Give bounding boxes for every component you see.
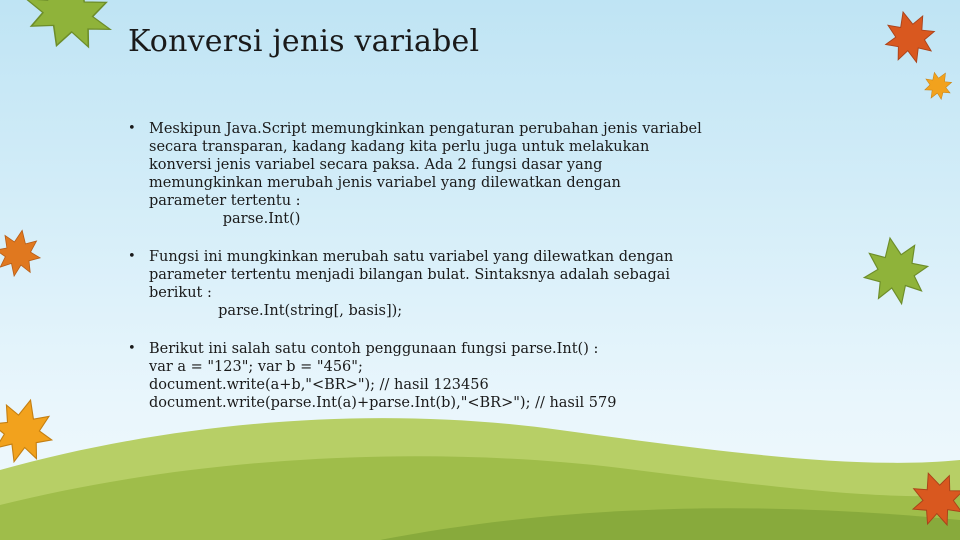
- bullet-line: document.write(a+b,"<BR>"); // hasil 123456: [149, 377, 489, 393]
- bullet-line: parameter tertentu menjadi bilangan bulat. Sintaksnya adalah sebagai: [149, 267, 671, 283]
- bullet-line: berikut :: [149, 285, 212, 301]
- bullet-dot: •: [128, 249, 136, 264]
- slide-content: [128, 120, 768, 432]
- bullet-line: parse.Int(string[, basis]);: [149, 303, 403, 319]
- bullet-line: Fungsi ini mungkinkan merubah satu variabel yang dilewatkan dengan: [149, 249, 674, 265]
- bullet-dot: •: [128, 341, 136, 356]
- bullet-line: Berikut ini salah satu contoh penggunaan fungsi parse.Int() :: [149, 341, 599, 357]
- bullet-line: document.write(parse.Int(a)+parse.Int(b),"<BR>"); // hasil 579: [149, 395, 617, 411]
- bullet-line: memungkinkan merubah jenis variabel yang dilewatkan dengan: [149, 175, 621, 191]
- bullet-line: Meskipun Java.Script memungkinkan pengaturan perubahan jenis variabel: [149, 121, 702, 137]
- bullet-line: konversi jenis variabel secara paksa. Ada 2 fungsi dasar yang: [149, 157, 603, 173]
- slide-title: Konversi jenis variabel: [128, 24, 480, 59]
- bullet-line: parameter tertentu :: [149, 193, 301, 209]
- leaf-icon-top-left: [14, 0, 122, 61]
- leaf-icon-left-middle: [0, 226, 44, 279]
- bullet-line: secara transparan, kadang kadang kita perlu juga untuk melakukan: [149, 139, 650, 155]
- leaf-icon-right-small: [919, 66, 958, 105]
- bullet-item: [128, 248, 768, 320]
- bullet-dot: •: [128, 121, 136, 136]
- leaf-icon-right-middle: [858, 232, 933, 309]
- bullet-line: var a = "123"; var b = "456";: [149, 359, 363, 375]
- leaf-icon-top-right: [879, 5, 941, 68]
- bullet-item: [128, 340, 768, 412]
- bullet-item: [128, 120, 768, 228]
- bullet-line: parse.Int(): [149, 211, 301, 227]
